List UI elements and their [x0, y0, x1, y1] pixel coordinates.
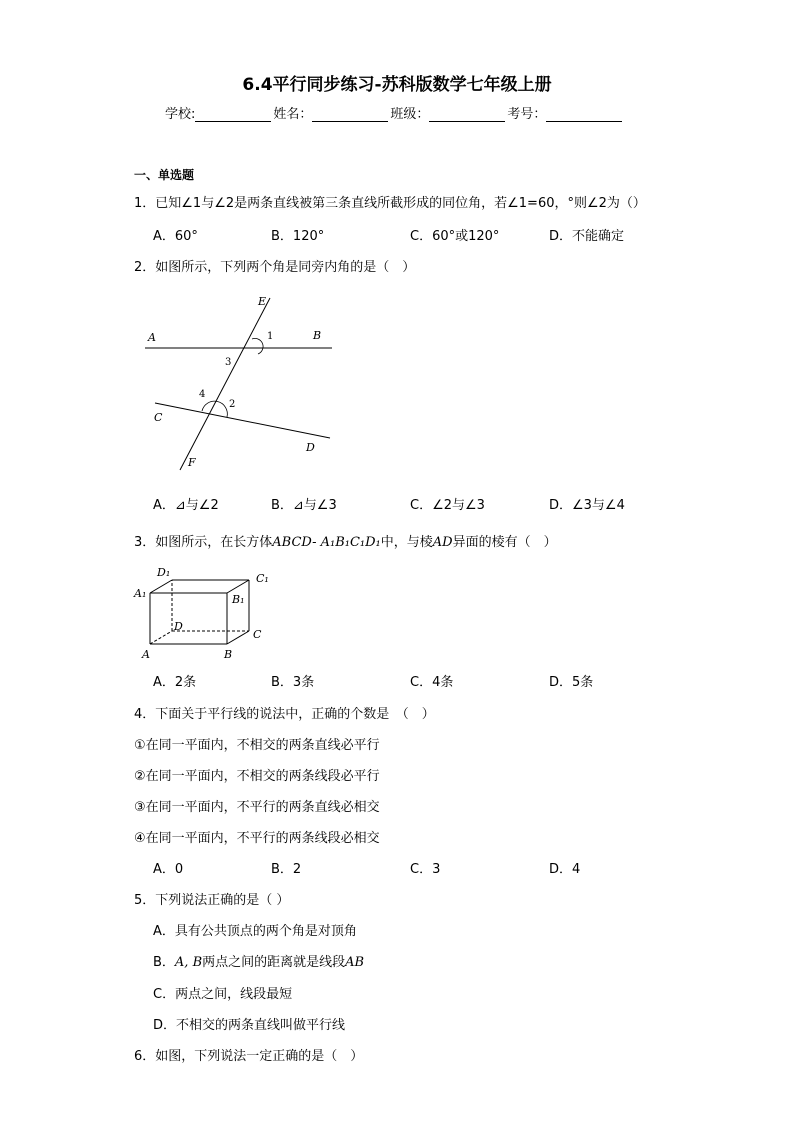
q5-option-b-prefix: B． — [153, 955, 175, 970]
q1-option-b: B．120° — [271, 229, 325, 244]
q3-option-b: B．3条 — [271, 675, 315, 690]
question-6-text: 6．如图，下列说法一定正确的是（ ） — [134, 1049, 364, 1064]
edge-ad-hidden — [150, 631, 172, 644]
label-d1: D₁ — [157, 566, 171, 579]
label-c1: C₁ — [256, 572, 269, 585]
label-angle-3: 3 — [225, 357, 232, 368]
number-label: 考号： — [507, 107, 547, 122]
label-b1: B₁ — [232, 593, 245, 606]
q2-option-c: C．∠2与∠3 — [410, 498, 485, 513]
label-d: D — [174, 620, 183, 633]
q2-figure — [140, 290, 340, 475]
school-label: 学校: — [165, 107, 196, 122]
q4-option-a: A．0 — [153, 862, 184, 877]
number-blank — [546, 108, 622, 122]
label-b: B — [313, 329, 322, 342]
label-a: A — [148, 331, 156, 344]
edge-a1d1 — [150, 580, 172, 593]
edge-b1c1 — [227, 580, 249, 593]
q1-option-c: C．60°或120° — [410, 229, 500, 244]
label-b: B — [224, 648, 233, 661]
edge-bc — [227, 631, 249, 644]
class-blank — [429, 108, 505, 122]
q3-option-d: D．5条 — [549, 675, 594, 690]
q4-option-d: D．4 — [549, 862, 581, 877]
q4-statement-3: ③在同一平面内，不平行的两条直线必相交 — [134, 800, 380, 815]
school-blank — [195, 108, 271, 122]
q3-text-pre: 3．如图所示，在长方体 — [134, 535, 273, 550]
label-d: D — [306, 441, 315, 454]
q5-option-c: C．两点之间，线段最短 — [153, 987, 293, 1002]
label-angle-2: 2 — [229, 399, 236, 410]
q4-statement-1: ①在同一平面内，不相交的两条直线必平行 — [134, 738, 380, 753]
q3-text-mid: 中，与棱 — [380, 535, 433, 550]
class-label: 班级： — [390, 107, 430, 122]
q4-option-c: C．3 — [410, 862, 441, 877]
q5-option-b-segment: AB — [345, 955, 365, 970]
q3-math-edge: AD — [432, 535, 453, 550]
q5-option-b — [153, 951, 364, 970]
q1-option-d: D．不能确定 — [549, 229, 625, 244]
question-3-text — [134, 531, 557, 550]
section-heading: 一、单选题 — [134, 168, 195, 182]
line-ef — [180, 298, 270, 470]
q3-text-post: 异面的棱有（ ） — [452, 535, 557, 550]
label-a: A — [142, 648, 150, 661]
q3-cuboid-figure — [132, 562, 272, 664]
question-2-text: 2．如图所示，下列两个角是同旁内角的是（ ） — [134, 260, 416, 275]
page-title: 6.4平行同步练习-苏科版数学七年级上册 — [242, 75, 552, 95]
label-c: C — [253, 628, 262, 641]
q2-option-d: D．∠3与∠4 — [549, 498, 625, 513]
q4-statement-4: ④在同一平面内，不平行的两条线段必相交 — [134, 831, 380, 846]
label-angle-1: 1 — [267, 331, 274, 342]
label-f: F — [188, 456, 196, 469]
name-blank — [312, 108, 388, 122]
q5-option-d: D．不相交的两条直线叫做平行线 — [153, 1018, 346, 1033]
label-a1: A₁ — [134, 587, 147, 600]
label-e: E — [258, 295, 267, 308]
label-c: C — [154, 411, 163, 424]
q3-option-a: A．2条 — [153, 675, 197, 690]
question-5-text: 5．下列说法正确的是（ ） — [134, 893, 290, 908]
question-1-text: 1．已知∠1与∠2是两条直线被第三条直线所截形成的同位角，若∠1=60，°则∠2为（） — [134, 196, 646, 211]
line-cd — [155, 403, 330, 438]
q2-option-b: B．⊿与∠3 — [271, 498, 337, 513]
q5-option-b-points: A, B — [174, 955, 203, 970]
question-4-text: 4．下面关于平行线的说法中，正确的个数是 （ ） — [134, 707, 435, 722]
q4-option-b: B．2 — [271, 862, 302, 877]
q5-option-a: A．具有公共顶点的两个角是对顶角 — [153, 924, 357, 939]
q5-option-b-mid: 两点之间的距离就是线段 — [202, 955, 346, 970]
q3-math-cuboid: ABCD- A₁B₁C₁D₁ — [272, 535, 381, 550]
q4-statement-2: ②在同一平面内，不相交的两条线段必平行 — [134, 769, 380, 784]
name-label: 姓名： — [273, 107, 313, 122]
student-info-line — [165, 103, 624, 122]
label-angle-4: 4 — [199, 389, 206, 400]
angle-arc-1-3 — [252, 338, 263, 354]
q3-option-c: C．4条 — [410, 675, 454, 690]
q1-option-a: A．60° — [153, 229, 198, 244]
q2-option-a: A．⊿与∠2 — [153, 498, 219, 513]
